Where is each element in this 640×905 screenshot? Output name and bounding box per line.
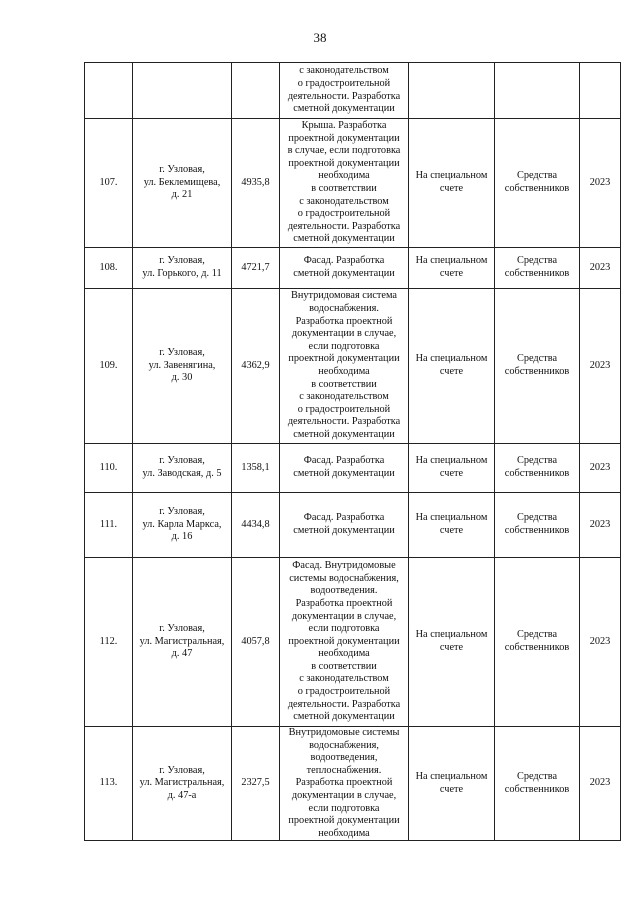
funding-source-cell (495, 119, 580, 248)
cell-line: Средства (516, 512, 558, 524)
page-number: 38 (313, 30, 327, 45)
year-cell: 2023 (580, 558, 621, 727)
cell-line: На специальном (415, 512, 488, 524)
works-cell (280, 493, 409, 558)
cell-line: д. 47-а (167, 789, 197, 801)
table-row (85, 493, 621, 558)
cell-line: На специальном (415, 255, 488, 267)
row-number-cell (85, 63, 133, 119)
works-cell (280, 289, 409, 444)
cell-line: с законодательством (299, 195, 389, 207)
cell-line: г. Узловая, (159, 764, 205, 776)
cell-line: ул. Завенягина, (148, 359, 216, 371)
cell-line: собственников (504, 366, 570, 377)
funding-source-cell (495, 63, 580, 119)
table-row (85, 248, 621, 289)
cell-line: ул. Беклемищева, (143, 176, 221, 188)
cell-line: На специальном (415, 353, 488, 365)
cell-line: счете (439, 783, 464, 795)
cell-line: д. 21 (171, 189, 193, 201)
cell-line: водоотведения. (310, 585, 378, 597)
cell-line: ул. Горького, д. 11 (142, 268, 222, 279)
cell-line: ул. Карла Маркса, (142, 518, 222, 530)
cell-line: водоснабжения. (309, 303, 379, 315)
table-row (85, 119, 621, 248)
cell-line: системы водоснабжения, (289, 572, 399, 584)
cell-line: сметной документации (293, 268, 395, 279)
year-cell: 2023 (580, 248, 621, 289)
cell-line: счете (439, 525, 464, 536)
cell-line: необходима (318, 648, 370, 660)
area-cell: 4362,9 (232, 289, 280, 444)
cell-line: о градостроительной (297, 208, 391, 220)
cell-line: Разработка проектной (295, 777, 393, 789)
cell-line: проектной документации (288, 815, 400, 827)
funding-method-cell (409, 119, 495, 248)
row-number-cell: 112. (85, 558, 133, 727)
funding-method-cell (409, 558, 495, 727)
cell-line: в случае, если подготовка (287, 145, 401, 157)
cell-line: с законодательством (299, 65, 389, 77)
cell-line: собственников (504, 268, 570, 279)
year-cell: 2023 (580, 727, 621, 841)
cell-line: собственников (504, 642, 570, 653)
cell-line: необходима (318, 170, 370, 182)
cell-line: счете (439, 468, 464, 479)
area-cell: 4434,8 (232, 493, 280, 558)
cell-line: Фасад. Разработка (303, 455, 385, 467)
row-number-cell: 108. (85, 248, 133, 289)
cell-line: ул. Магистральная, (139, 777, 225, 789)
table-row (85, 444, 621, 493)
cell-line: Средства (516, 771, 558, 783)
cell-line: сметной документации (293, 468, 395, 479)
cell-line: в соответствии (311, 660, 377, 672)
row-number-cell: 110. (85, 444, 133, 493)
works-table-body (85, 63, 621, 841)
row-number-cell: 113. (85, 727, 133, 841)
cell-line: проектной документации (288, 157, 400, 169)
cell-line: д. 16 (171, 531, 193, 543)
cell-line: ул. Магистральная, (139, 635, 225, 647)
cell-line: если подготовка (308, 623, 380, 635)
cell-line: водоснабжения, (309, 739, 379, 751)
funding-source-cell (495, 558, 580, 727)
cell-line: о градостроительной (297, 403, 391, 415)
cell-line: собственников (504, 183, 570, 194)
funding-method-cell (409, 63, 495, 119)
cell-line: Крыша. Разработка (301, 120, 387, 132)
address-cell (133, 493, 232, 558)
cell-line: в соответствии (311, 378, 377, 390)
cell-line: Средства (516, 255, 558, 267)
cell-line: Средства (516, 455, 558, 467)
cell-line: д. 47 (171, 648, 193, 660)
address-cell (133, 248, 232, 289)
cell-line: водоотведения, (310, 752, 378, 764)
funding-method-cell (409, 248, 495, 289)
address-cell (133, 444, 232, 493)
cell-line: деятельности. Разработка (287, 220, 401, 232)
cell-line: Фасад. Разработка (303, 512, 385, 524)
cell-line: счете (439, 268, 464, 279)
cell-line: На специальном (415, 455, 488, 467)
cell-line: счете (439, 366, 464, 377)
cell-line: собственников (504, 525, 570, 536)
cell-line: сметной документации (293, 711, 395, 723)
cell-line: На специальном (415, 629, 488, 641)
cell-line: ул. Заводская, д. 5 (142, 468, 222, 479)
cell-line: Внутридомовые системы (288, 727, 400, 738)
funding-source-cell (495, 444, 580, 493)
table-row (85, 727, 621, 841)
area-cell: 4721,7 (232, 248, 280, 289)
works-cell (280, 444, 409, 493)
works-cell (280, 63, 409, 119)
cell-line: документации в случае, (291, 328, 397, 340)
cell-line: деятельности. Разработка (287, 90, 401, 102)
cell-line: с законодательством (299, 673, 389, 685)
cell-line: необходима (318, 366, 370, 377)
cell-line: собственников (504, 468, 570, 479)
cell-line: Фасад. Разработка (303, 255, 385, 267)
table-row (85, 289, 621, 444)
area-cell: 2327,5 (232, 727, 280, 841)
cell-line: сметной документации (293, 233, 395, 245)
cell-line: д. 30 (171, 372, 193, 384)
cell-line: в соответствии (311, 183, 377, 194)
cell-line: собственников (504, 783, 570, 795)
area-cell: 4935,8 (232, 119, 280, 248)
table-row (85, 558, 621, 727)
cell-line: деятельности. Разработка (287, 416, 401, 428)
cell-line: г. Узловая, (159, 455, 205, 467)
year-cell: 2023 (580, 493, 621, 558)
cell-line: г. Узловая, (159, 255, 205, 267)
cell-line: сметной документации (293, 103, 395, 115)
works-cell (280, 119, 409, 248)
cell-line: документации в случае, (291, 789, 397, 801)
cell-line: сметной документации (293, 428, 395, 440)
works-table (84, 62, 621, 841)
table-row (85, 63, 621, 119)
cell-line: проектной документации (288, 635, 400, 647)
funding-method-cell (409, 493, 495, 558)
cell-line: счете (439, 183, 464, 194)
cell-line: необходима (318, 827, 370, 839)
funding-method-cell (409, 289, 495, 444)
funding-method-cell (409, 727, 495, 841)
cell-line: о градостроительной (297, 77, 391, 89)
cell-line: Разработка проектной (295, 315, 393, 327)
cell-line: г. Узловая, (159, 623, 205, 635)
works-cell (280, 248, 409, 289)
cell-line: с законодательством (299, 391, 389, 403)
year-cell: 2023 (580, 119, 621, 248)
cell-line: Средства (516, 629, 558, 641)
area-cell: 1358,1 (232, 444, 280, 493)
cell-line: Фасад. Внутридомовые (292, 560, 396, 572)
year-cell: 2023 (580, 289, 621, 444)
works-cell (280, 558, 409, 727)
works-cell (280, 727, 409, 841)
address-cell (133, 119, 232, 248)
funding-source-cell (495, 289, 580, 444)
cell-line: счете (439, 642, 464, 653)
year-cell (580, 63, 621, 119)
address-cell (133, 63, 232, 119)
address-cell (133, 558, 232, 727)
cell-line: проектной документации (288, 132, 400, 144)
cell-line: г. Узловая, (159, 347, 205, 359)
cell-line: деятельности. Разработка (287, 698, 401, 710)
cell-line: Внутридомовая система (290, 290, 397, 302)
row-number-cell: 111. (85, 493, 133, 558)
address-cell (133, 289, 232, 444)
funding-source-cell (495, 727, 580, 841)
cell-line: о градостроительной (297, 686, 391, 698)
cell-line: Средства (516, 353, 558, 365)
year-cell: 2023 (580, 444, 621, 493)
row-number-cell: 109. (85, 289, 133, 444)
cell-line: документации в случае, (291, 610, 397, 622)
cell-line: если подготовка (308, 802, 380, 814)
row-number-cell: 107. (85, 119, 133, 248)
cell-line: На специальном (415, 771, 488, 783)
cell-line: Средства (516, 170, 558, 182)
area-cell (232, 63, 280, 119)
cell-line: теплоснабжения. (306, 764, 382, 776)
cell-line: если подготовка (308, 340, 380, 352)
funding-method-cell (409, 444, 495, 493)
cell-line: г. Узловая, (159, 164, 205, 176)
cell-line: проектной документации (288, 353, 400, 365)
funding-source-cell (495, 493, 580, 558)
cell-line: сметной документации (293, 525, 395, 536)
area-cell: 4057,8 (232, 558, 280, 727)
cell-line: г. Узловая, (159, 506, 205, 518)
funding-source-cell (495, 248, 580, 289)
address-cell (133, 727, 232, 841)
cell-line: Разработка проектной (295, 597, 393, 609)
cell-line: На специальном (415, 170, 488, 182)
